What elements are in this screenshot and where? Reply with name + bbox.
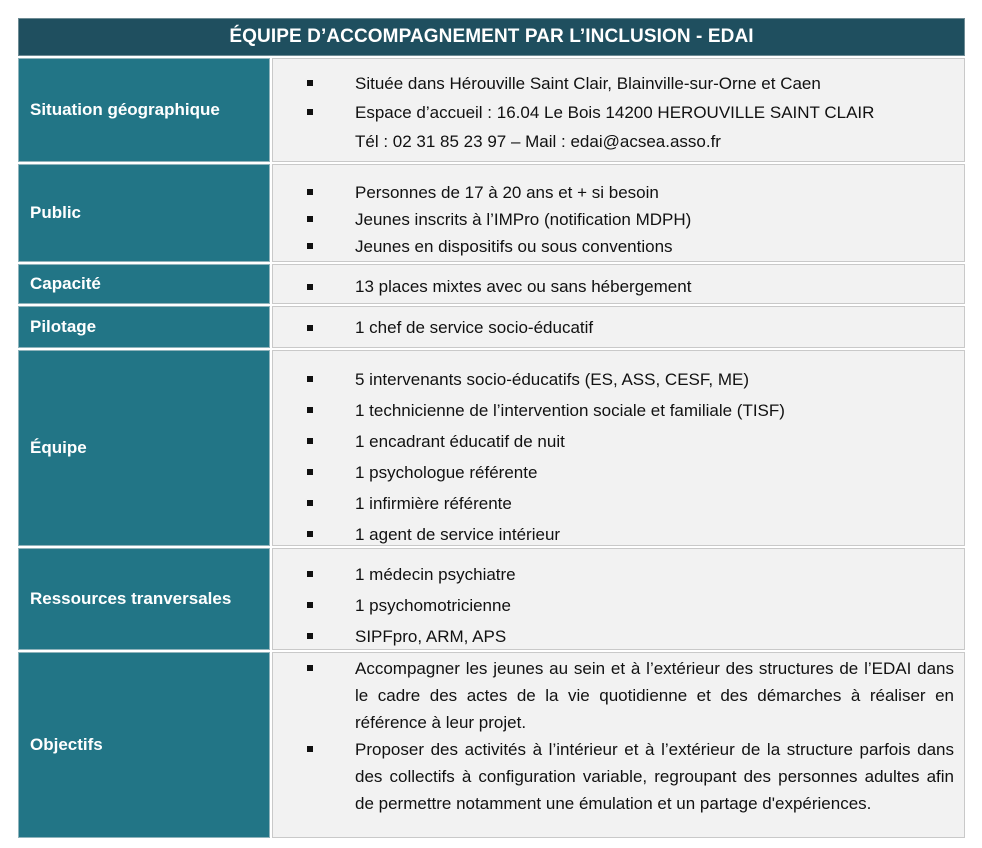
list-item: 1 psychomotricienne [307, 590, 954, 621]
square-bullet-icon [307, 571, 313, 577]
row-content [272, 58, 965, 162]
table-row-ressources [18, 548, 965, 650]
row-label: Pilotage [18, 306, 270, 348]
row-label: Capacité [18, 264, 270, 304]
row-label: Objectifs [18, 652, 270, 838]
square-bullet-icon [307, 109, 313, 115]
list-item: 5 intervenants socio-éducatifs (ES, ASS, CESF, ME) [307, 364, 954, 395]
list-item: Jeunes inscrits à l’IMPro (notification MDPH) [307, 206, 954, 233]
list-item: Proposer des activités à l’intérieur et à l’extérieur de la structure parfois dans des collectifs à configuration variable, regroupant des personnes adultes afin de permettre notamment une émulation et un partage d'expériences. [307, 736, 954, 817]
table-row-pilotage [18, 306, 965, 348]
list-item: Jeunes en dispositifs ou sous conventions [307, 233, 954, 260]
row-content [272, 548, 965, 650]
square-bullet-icon [307, 438, 313, 444]
table-row-objectifs [18, 652, 965, 838]
list-item: 1 chef de service socio-éducatif [307, 317, 954, 339]
info-table [18, 18, 965, 838]
row-content [272, 652, 965, 838]
table-row-situation [18, 58, 965, 162]
square-bullet-icon [307, 602, 313, 608]
row-label: Public [18, 164, 270, 262]
square-bullet-icon [307, 189, 313, 195]
table-row-public [18, 164, 965, 262]
row-label: Équipe [18, 350, 270, 546]
square-bullet-icon [307, 284, 313, 290]
row-label: Situation géographique [18, 58, 270, 162]
square-bullet-icon [307, 80, 313, 86]
square-bullet-icon [307, 216, 313, 222]
row-label: Ressources tranversales [18, 548, 270, 650]
table-row-capacite [18, 264, 965, 304]
list-item: 1 encadrant éducatif de nuit [307, 426, 954, 457]
table-row-equipe [18, 350, 965, 546]
list-item: Accompagner les jeunes au sein et à l’extérieur des structures de l’EDAI dans le cadre des actes de la vie quotidienne et des démarches à réaliser en référence à leur projet. [307, 655, 954, 736]
list-item: 1 infirmière référente [307, 488, 954, 519]
row-content [272, 164, 965, 262]
square-bullet-icon [307, 243, 313, 249]
list-item: 13 places mixtes avec ou sans hébergement [307, 276, 954, 298]
list-item: SIPFpro, ARM, APS [307, 621, 954, 652]
square-bullet-icon [307, 469, 313, 475]
square-bullet-icon [307, 531, 313, 537]
list-item: 1 psychologue référente [307, 457, 954, 488]
list-item: Située dans Hérouville Saint Clair, Blainville-sur-Orne et Caen [307, 69, 954, 98]
row-content [272, 264, 965, 304]
row-content [272, 306, 965, 348]
list-item: Espace d’accueil : 16.04 Le Bois 14200 HEROUVILLE SAINT CLAIR [307, 98, 954, 127]
list-item: Personnes de 17 à 20 ans et + si besoin [307, 179, 954, 206]
square-bullet-icon [307, 407, 313, 413]
row-content [272, 350, 965, 546]
list-item: 1 médecin psychiatre [307, 559, 954, 590]
contact-line: Tél : 02 31 85 23 97 – Mail : edai@acsea.asso.fr [355, 132, 721, 151]
square-bullet-icon [307, 500, 313, 506]
square-bullet-icon [307, 633, 313, 639]
square-bullet-icon [307, 746, 313, 752]
square-bullet-icon [307, 325, 313, 331]
list-item: 1 agent de service intérieur [307, 519, 954, 550]
table-title: ÉQUIPE D’ACCOMPAGNEMENT PAR L’INCLUSION - EDAI [18, 18, 965, 56]
square-bullet-icon [307, 376, 313, 382]
square-bullet-icon [307, 665, 313, 671]
list-item: 1 technicienne de l’intervention sociale et familiale (TISF) [307, 395, 954, 426]
